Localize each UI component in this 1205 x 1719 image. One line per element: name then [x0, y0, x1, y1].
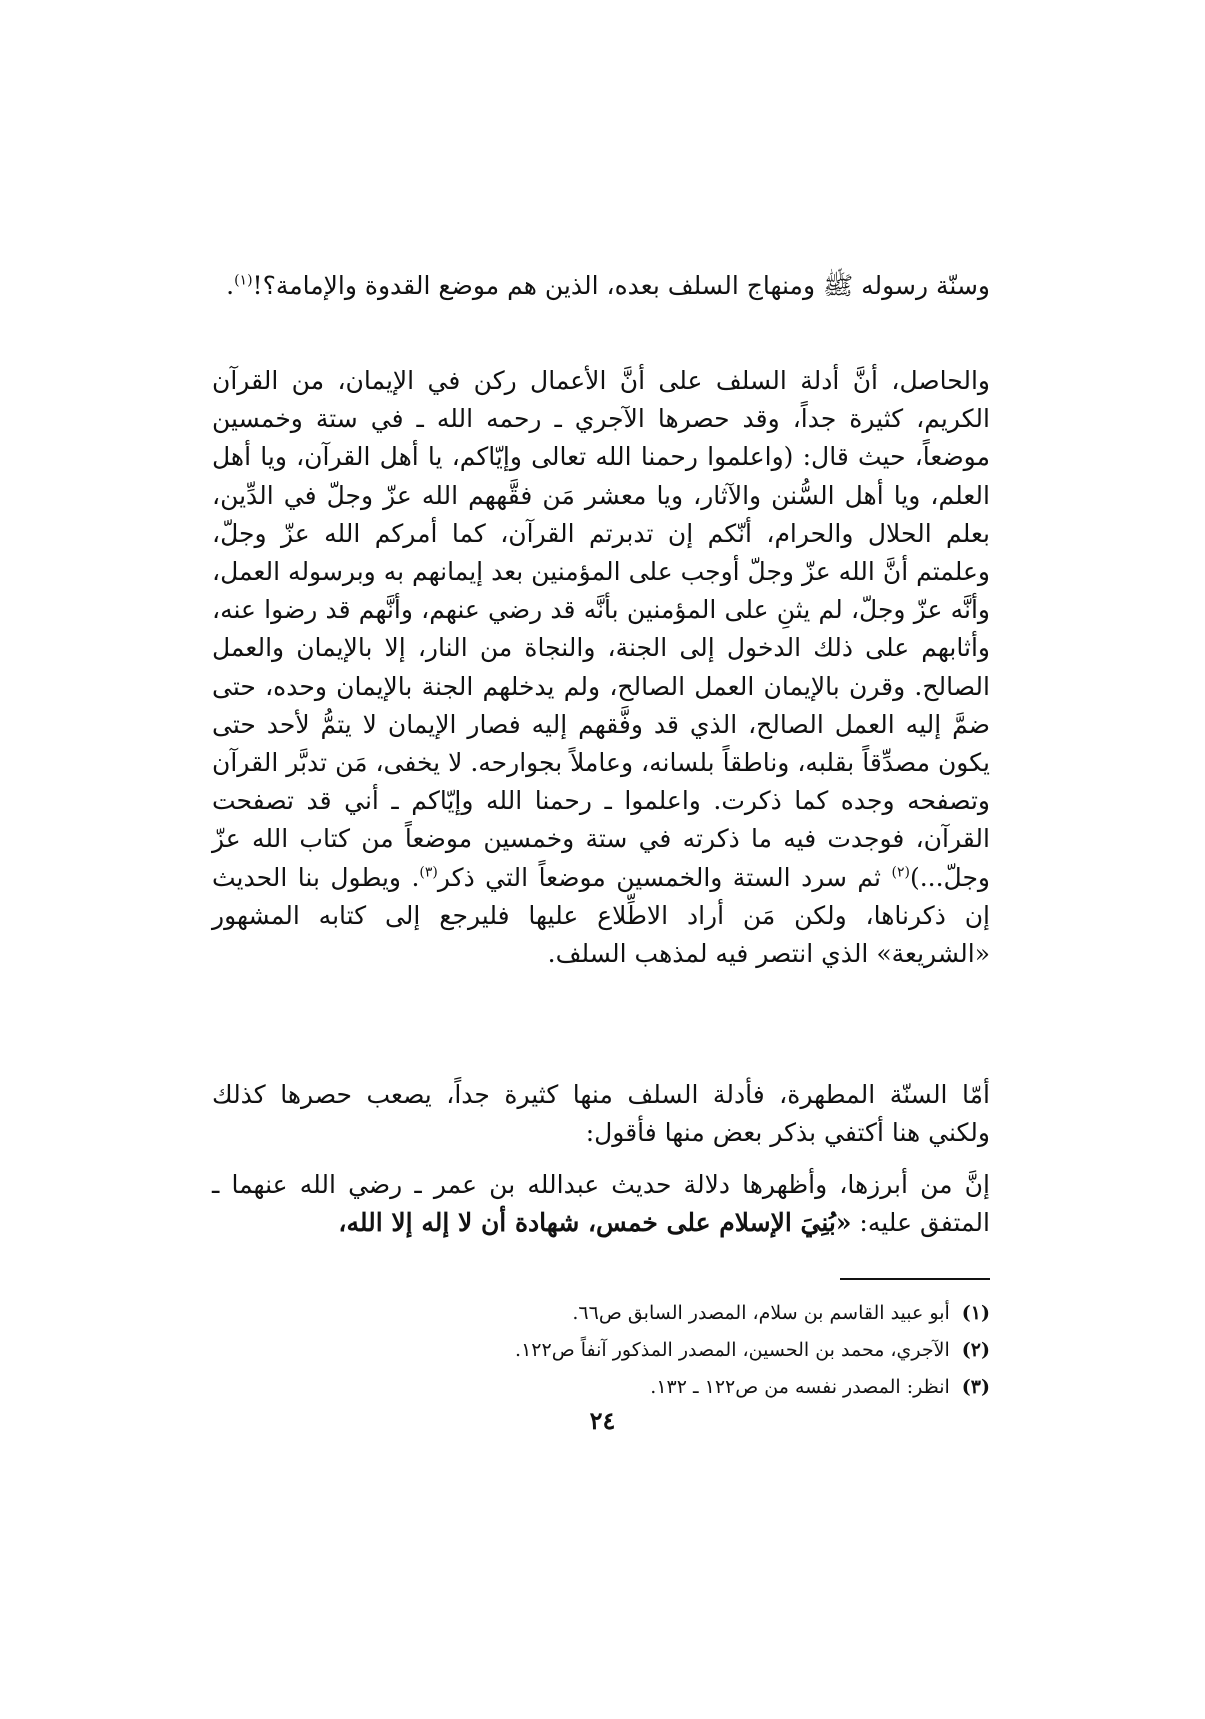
footnote-separator [840, 1278, 990, 1280]
footnote-text: انظر: المصدر نفسه من ص١٢٢ ـ ١٣٢. [650, 1376, 950, 1398]
paragraph-1-text: وسنّة رسوله ﷺ ومنهاج السلف بعده، الذين هم موضع القدوة والإمامة؟! [252, 271, 990, 300]
footnote-item [212, 1295, 990, 1332]
footnote-item [212, 1332, 990, 1369]
paragraph-3 [212, 1076, 990, 1152]
paragraph-1-end: . [226, 271, 235, 300]
paragraph-4-text: إنَّ من أبرزها، وأظهرها دلالة حديث عبدالله بن عمر ـ رضي الله عنهما ـ المتفق عليه: [212, 1170, 990, 1238]
footnote-ref-1[interactable]: (١) [234, 272, 253, 289]
footnote-ref-2[interactable]: (٢) [891, 864, 910, 881]
paragraph-2-text-end: . ويطول بنا الحديث إن ذكرناها، ولكن مَن أراد الاطِّلاع عليها فليرجع إلى كتابه المشهور «الشريعة» الذي انتصر فيه لمذهب السلف. [212, 862, 990, 969]
footnote-number: (٢) [961, 1339, 990, 1361]
hadith-quote: «بُنِيَ الإسلام على خمس، شهادة أن لا إله إلا الله، [338, 1208, 852, 1238]
footnote-ref-3[interactable]: (٣) [419, 864, 438, 881]
footnote-text: الآجري، محمد بن الحسين، المصدر المذكور آنفاً ص١٢٢. [515, 1339, 950, 1361]
paragraph-3-text: أمّا السنّة المطهرة، فأدلة السلف منها كثيرة جداً، يصعب حصرها كذلك ولكني هنا أكتفي بذكر بعض منها فأقول: [212, 1080, 990, 1148]
footnote-text: أبو عبيد القاسم بن سلام، المصدر السابق ص٦٦. [572, 1302, 950, 1324]
paragraph-2-text-continued: ثم سرد الستة والخمسين موضعاً التي ذكر [437, 862, 892, 892]
paragraph-2-text: والحاصل، أنَّ أدلة السلف على أنَّ الأعمال ركن في الإيمان، من القرآن الكريم، كثيرة جداً، وقد حصرها الآجري ـ رحمه الله ـ في ستة وخمسين موضعاً، حيث قال: (واعلموا رحمنا الله تعالى وإيّاكم، يا أهل القرآن، ويا أهل العلم، ويا أهل السُّنن والآثار، ويا معشر مَن فقَّههم الله عزّ وجلّ في الدِّين، بعلم الحلال والحرام، أنّكم إن تدبرتم القرآن، كما أمركم الله عزّ وجلّ، وعلمتم أنَّ الله عزّ وجلّ أوجب على المؤمنين بعد إيمانهم به وبرسوله العمل، وأنَّه عزّ وجلّ، لم يثنِ على المؤمنين بأنَّه قد رضي عنهم، وأنَّهم قد رضوا عنه، وأثابهم على ذلك الدخول إلى الجنة، والنجاة من النار، إلا بالإيمان والعمل الصالح. وقرن بالإيمان العمل الصالح، ولم يدخلهم الجنة بالإيمان وحده، حتى ضمَّ إليه العمل الصالح، الذي قد وفَّقهم إليه فصار الإيمان لا يتمُّ لأحد حتى يكون مصدِّقاً بقلبه، وناطقاً بلسانه، وعاملاً بجوارحه. لا يخفى، مَن تدبَّر القرآن وتصفحه وجده كما ذكرت. واعلموا ـ رحمنا الله وإيّاكم ـ أني قد تصفحت القرآن، فوجدت فيه ما ذكرته في ستة وخمسين موضعاً من كتاب الله عزّ وجلّ...) [212, 366, 991, 892]
footnotes-list [212, 1295, 990, 1406]
paragraph-1 [212, 267, 990, 305]
paragraph-4 [212, 1166, 990, 1242]
footnote-item [212, 1369, 990, 1406]
footnote-number: (١) [961, 1302, 990, 1324]
paragraph-2 [212, 362, 990, 973]
page-number: ٢٤ [589, 1406, 616, 1435]
footnote-number: (٣) [961, 1376, 990, 1398]
